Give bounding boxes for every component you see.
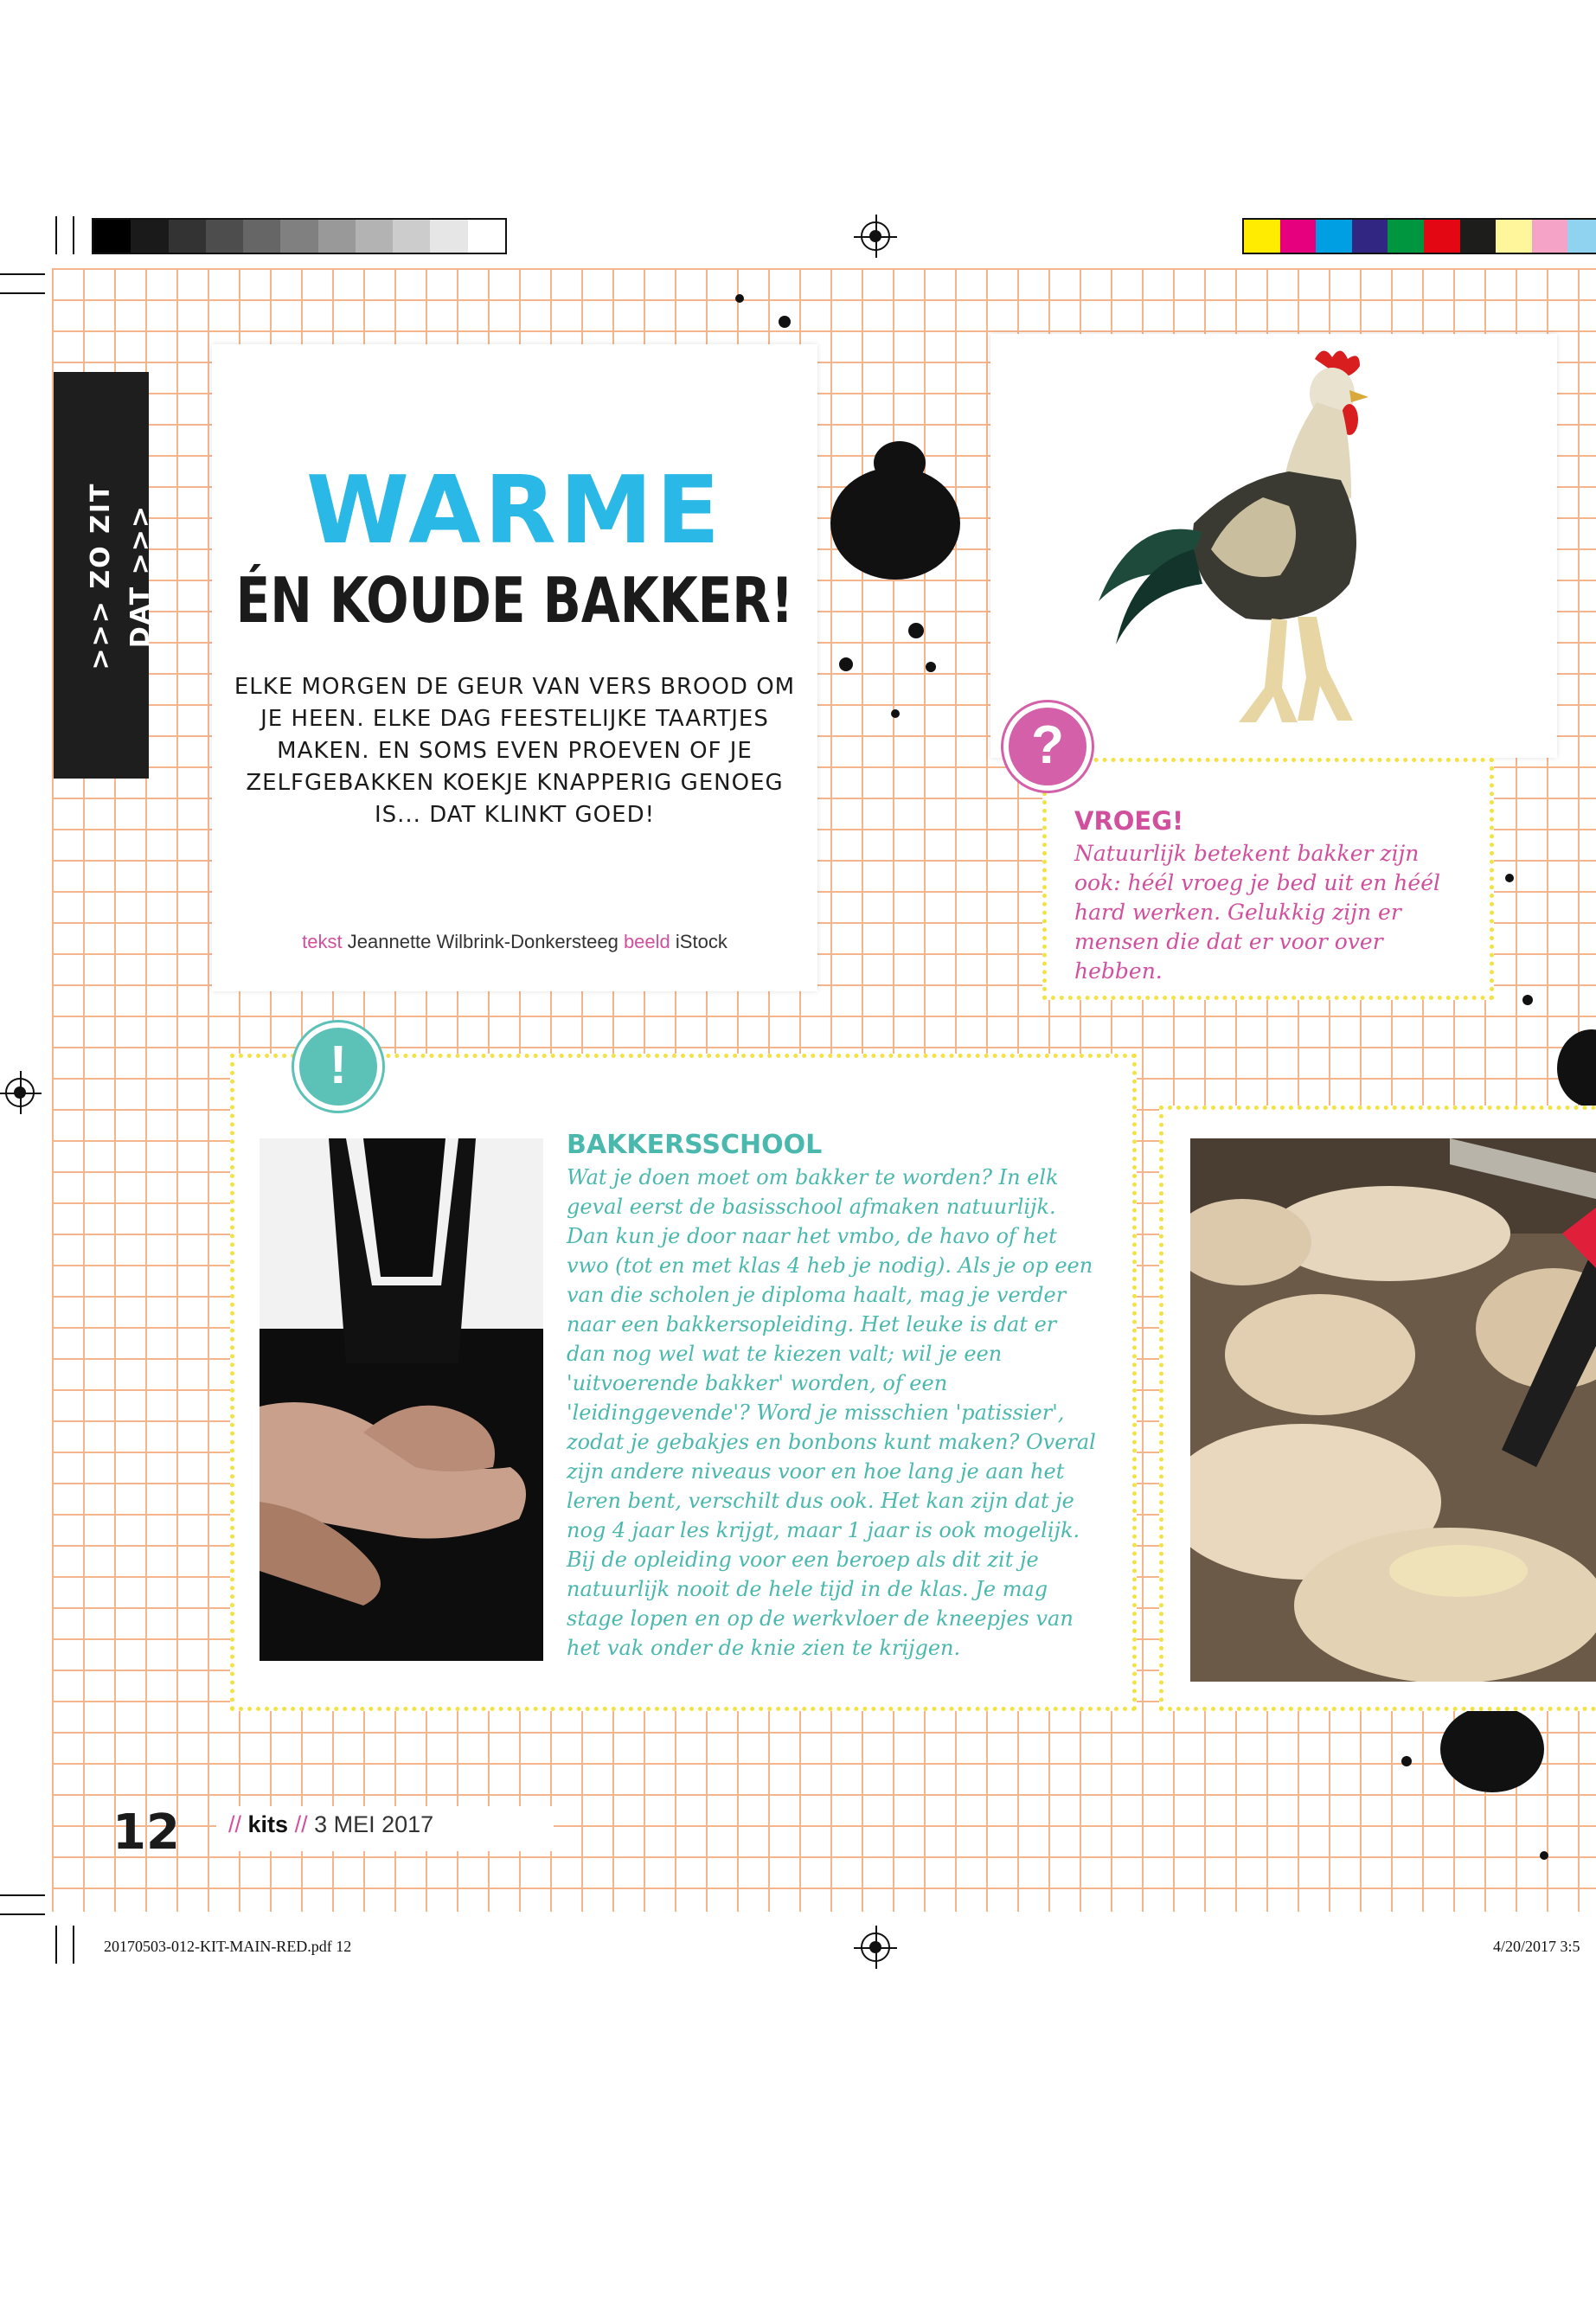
- exclamation-icon: !: [294, 1022, 382, 1111]
- crop-mark: [55, 1926, 57, 1964]
- ink-dot: [735, 294, 744, 303]
- ink-dot: [891, 709, 900, 718]
- bakkersschool-text: Wat je doen moet om bakker te worden? In elk geval eerst de basisschool afmaken natuurlijk. Dan kun je door naar het vmbo, de havo of het vwo (tot en met klas 4 heb je nodig). Als je op een van die scholen je diploma haalt, mag je verder naar een bakkersopleiding. Het leuke is dat er dan nog wel wat te kiezen valt; wil je een 'uitvoerende bakker' worden, of een 'leidinggevende'? Word je misschien 'patissier', zodat je gebakjes en bonbons kunt maken? Overal zijn andere niveaus voor en hoe lang je aan het leren bent, verschilt dus ook. Het kan zijn dat je nog 4 jaar les krijgt, maar 1 jaar is ook mogelijk. Bij de opleiding voor een beroep als dit zit je natuurlijk nooit de hele tijd in de klas. Je mag stage lopen en op de werkvloer de kneepjes van het vak onder de knie zien te krijgen.: [567, 1165, 1096, 1660]
- registration-mark-icon: [861, 221, 890, 251]
- rooster-image: [1090, 342, 1401, 748]
- ink-dot: [1522, 995, 1533, 1005]
- ink-splatter: [1440, 1706, 1544, 1792]
- crop-mark: [0, 1894, 45, 1896]
- color-calibration-bar: [1242, 218, 1596, 254]
- crop-mark: [0, 1913, 45, 1915]
- credits-image-source: iStock: [675, 931, 727, 952]
- footer-date: 3 MEI 2017: [314, 1811, 434, 1837]
- crop-mark: [0, 292, 45, 294]
- print-slug-file: 20170503-012-KIT-MAIN-RED.pdf 12: [104, 1938, 352, 1955]
- section-tab-label: >>> ZO ZIT DAT >>>: [86, 482, 156, 670]
- ink-dot: [908, 623, 924, 638]
- registration-mark-icon: [5, 1078, 35, 1107]
- crop-mark: [73, 216, 74, 254]
- page-title: WARME: [305, 457, 724, 565]
- ink-dot: [779, 316, 791, 328]
- page-subtitle: ÉN KOUDE BAKKER!: [235, 563, 794, 638]
- ink-dot: [1505, 874, 1514, 882]
- footer-brand: kits: [247, 1811, 289, 1837]
- footer-separator: //: [228, 1811, 242, 1837]
- grey-calibration-bar: [92, 218, 507, 254]
- vroeg-title: VROEG!: [1074, 806, 1184, 836]
- credits-author: Jeannette Wilbrink-Donkersteeg: [347, 931, 619, 952]
- page-number: 12: [112, 1804, 180, 1861]
- ink-dot: [839, 657, 853, 671]
- crop-mark: [55, 216, 57, 254]
- credits-image-label: beeld: [623, 931, 670, 952]
- croissant-photo: [1190, 1138, 1596, 1682]
- crop-mark: [0, 273, 45, 275]
- ink-dot: [926, 662, 936, 672]
- question-mark-icon: ?: [1003, 702, 1092, 791]
- ink-dot: [1401, 1756, 1412, 1766]
- vroeg-text: Natuurlijk betekent bakker zijn ook: héél vroeg je bed uit en héél hard werken. Gelukkig zijn er mensen die dat er voor over hebben.: [1074, 841, 1440, 984]
- title-card: [212, 344, 817, 991]
- intro-text: ELKE MORGEN DE GEUR VAN VERS BROOD OM JE HEEN. ELKE DAG FEESTELIJKE TAARTJES MAKEN. EN SOMS EVEN PROEVEN OF JE ZELFGEBAKKEN KOEKJE KNAPPERIG GENOEG IS... DAT KLINKT GOED!: [234, 674, 796, 828]
- baker-photo: [260, 1138, 543, 1661]
- print-slug-timestamp: 4/20/2017 3:5: [1493, 1938, 1580, 1955]
- footer-line: [228, 1811, 433, 1838]
- ink-dot: [1540, 1851, 1548, 1860]
- credits-line: [212, 931, 817, 953]
- credits-text-label: tekst: [302, 931, 343, 952]
- bakkersschool-title: BAKKERSSCHOOL: [567, 1130, 823, 1160]
- registration-mark-icon: [861, 1932, 890, 1962]
- ink-splatter: [874, 441, 926, 484]
- crop-mark: [73, 1926, 74, 1964]
- footer-separator: //: [294, 1811, 308, 1837]
